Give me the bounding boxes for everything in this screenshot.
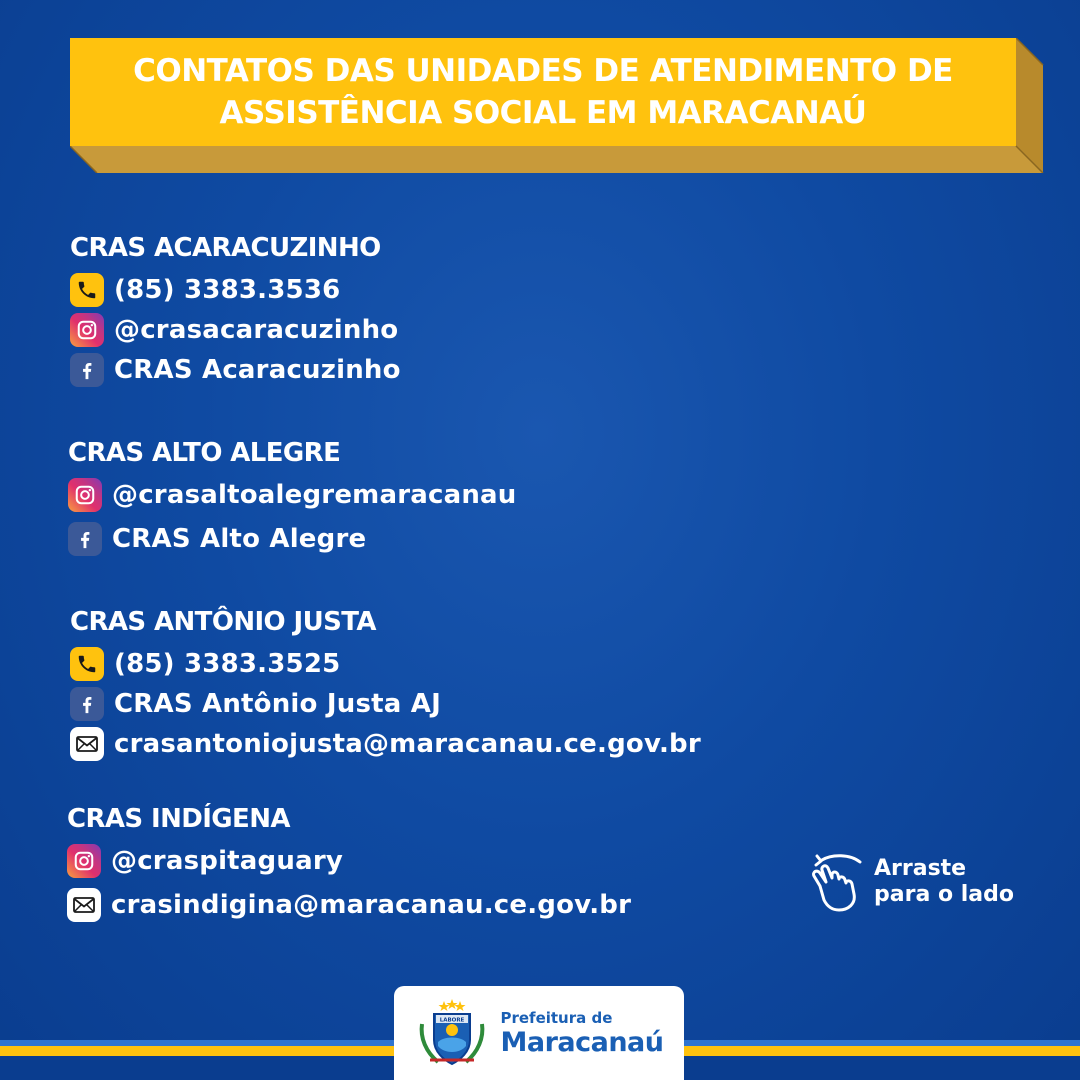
unit-cras-indigena [67, 803, 631, 925]
email-row[interactable] [70, 724, 701, 764]
unit-title: CRAS ACARACUZINHO [70, 233, 381, 263]
mail-icon [67, 888, 101, 922]
instagram-handle: @crasaltoalegremaracanau [112, 480, 517, 510]
email-address: crasantoniojusta@maracanau.ce.gov.br [114, 729, 701, 759]
facebook-page: CRAS Alto Alegre [112, 524, 367, 554]
unit-title: CRAS INDÍGENA [67, 804, 290, 834]
instagram-handle: @crasacaracuzinho [114, 315, 399, 345]
facebook-icon [68, 522, 102, 556]
swipe-hand-icon [806, 852, 864, 912]
unit-cras-acaracuzinho [70, 232, 401, 390]
facebook-row[interactable] [68, 519, 517, 559]
header-banner [70, 38, 1045, 173]
facebook-row[interactable] [70, 684, 701, 724]
logo-big-text: Maracanaú [500, 1026, 664, 1058]
mail-icon [70, 727, 104, 761]
unit-title: CRAS ALTO ALEGRE [68, 438, 341, 468]
crest-icon [414, 996, 490, 1070]
facebook-page: CRAS Antônio Justa AJ [114, 689, 441, 719]
banner-face [70, 38, 1016, 146]
instagram-handle: @craspitaguary [111, 846, 343, 876]
phone-icon [70, 647, 104, 681]
swipe-hint[interactable] [806, 852, 1014, 912]
facebook-icon [70, 353, 104, 387]
crest-motto: LABORE [440, 1017, 465, 1024]
instagram-row[interactable] [68, 475, 517, 515]
swipe-line-2: para o lado [874, 882, 1014, 907]
facebook-page: CRAS Acaracuzinho [114, 355, 401, 385]
instagram-row[interactable] [67, 841, 631, 881]
unit-title: CRAS ANTÔNIO JUSTA [70, 607, 376, 637]
instagram-icon [68, 478, 102, 512]
instagram-row[interactable] [70, 310, 401, 350]
phone-row[interactable] [70, 644, 701, 684]
email-row[interactable] [67, 885, 631, 925]
facebook-row[interactable] [70, 350, 401, 390]
phone-number: (85) 3383.3525 [114, 649, 341, 679]
email-address: crasindigina@maracanau.ce.gov.br [111, 890, 632, 920]
instagram-icon [67, 844, 101, 878]
footer-logo [394, 986, 684, 1080]
swipe-line-1: Arraste [874, 856, 967, 881]
facebook-icon [70, 687, 104, 721]
phone-icon [70, 273, 104, 307]
instagram-icon [70, 313, 104, 347]
unit-cras-alto-alegre [68, 437, 517, 559]
title-line-2: ASSISTÊNCIA SOCIAL EM MARACANAÚ [219, 95, 867, 131]
phone-number: (85) 3383.3536 [114, 275, 341, 305]
logo-small-text: Prefeitura de [500, 1008, 613, 1027]
page-title [133, 50, 953, 134]
unit-cras-antonio-justa [70, 606, 701, 764]
title-line-1: CONTATOS DAS UNIDADES DE ATENDIMENTO DE [133, 53, 953, 89]
phone-row[interactable] [70, 270, 401, 310]
